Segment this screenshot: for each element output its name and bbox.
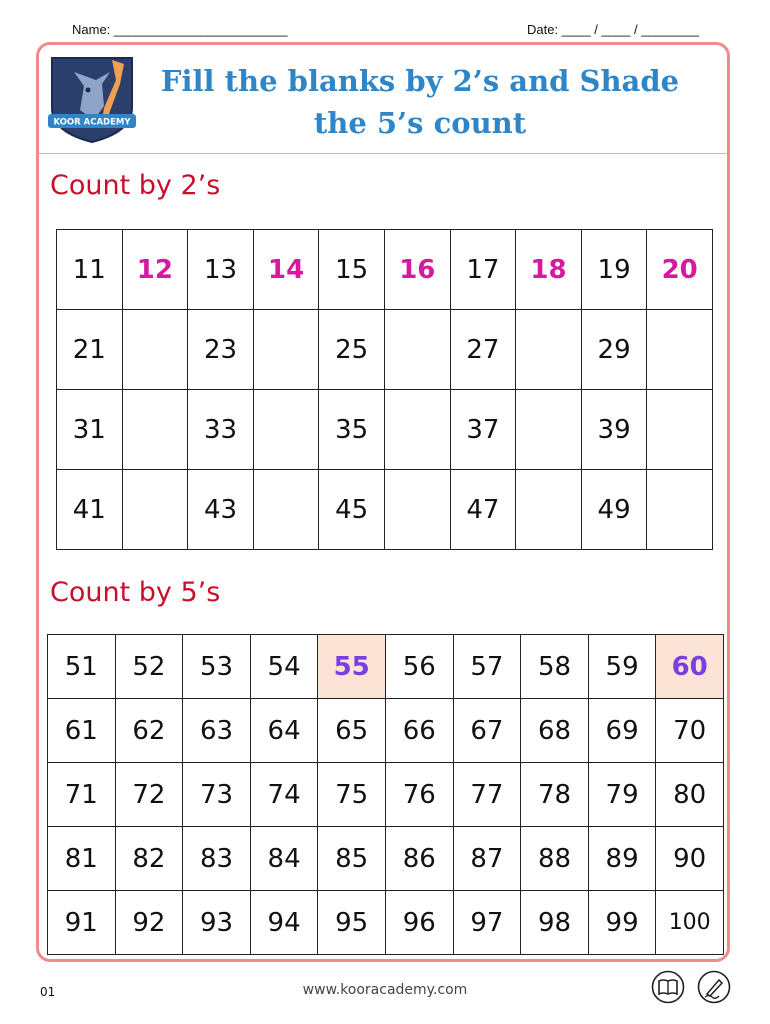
book-icon: [651, 970, 685, 1004]
count-by-5-cell: 64: [251, 699, 319, 763]
count-by-5-cell: 73: [183, 763, 251, 827]
koor-academy-logo-icon: [44, 50, 140, 146]
count-by-5-cell: 98: [521, 891, 589, 955]
pen-writing-icon: [697, 970, 731, 1004]
count-by-2-cell: 16: [385, 230, 451, 310]
count-by-5-cell: 82: [116, 827, 184, 891]
count-by-2-cell: 49: [582, 470, 648, 550]
title-divider: [39, 153, 727, 154]
count-by-2-cell: 20: [647, 230, 713, 310]
count-by-5-cell: 74: [251, 763, 319, 827]
count-by-5-cell: 90: [656, 827, 724, 891]
count-by-2-cell: 13: [188, 230, 254, 310]
count-by-5-cell: 60: [656, 635, 724, 699]
count-by-5-cell: 91: [48, 891, 116, 955]
count-by-2-cell: 31: [57, 390, 123, 470]
count-by-2-heading: Count by 2’s: [50, 170, 221, 201]
count-by-2-cell: [254, 470, 320, 550]
count-by-5-cell: 55: [318, 635, 386, 699]
count-by-5-cell: 88: [521, 827, 589, 891]
count-by-2-cell: 47: [451, 470, 517, 550]
count-by-5-cell: 80: [656, 763, 724, 827]
count-by-5-cell: 66: [386, 699, 454, 763]
count-by-2-cell: [516, 310, 582, 390]
count-by-5-cell: 70: [656, 699, 724, 763]
name-field-label: Name: ________________________: [72, 22, 288, 37]
count-by-5-cell: 92: [116, 891, 184, 955]
count-by-2-cell: 37: [451, 390, 517, 470]
count-by-2-cell: [516, 470, 582, 550]
count-by-2-cell: 25: [319, 310, 385, 390]
count-by-5-cell: 65: [318, 699, 386, 763]
count-by-2-cell: 19: [582, 230, 648, 310]
count-by-2-cell: [123, 470, 189, 550]
count-by-5-cell: 83: [183, 827, 251, 891]
website-url: www.kooracademy.com: [302, 982, 468, 998]
count-by-2-cell: 12: [123, 230, 189, 310]
count-by-2-cell: 15: [319, 230, 385, 310]
count-by-5-cell: 75: [318, 763, 386, 827]
count-by-2-cell: 18: [516, 230, 582, 310]
count-by-5-cell: 53: [183, 635, 251, 699]
count-by-2-cell: [254, 390, 320, 470]
count-by-5-cell: 99: [589, 891, 657, 955]
count-by-5-cell: 71: [48, 763, 116, 827]
count-by-5-cell: 81: [48, 827, 116, 891]
count-by-2-cell: [647, 470, 713, 550]
count-by-2-cell: 21: [57, 310, 123, 390]
count-by-5-cell: 95: [318, 891, 386, 955]
count-by-2-cell: 45: [319, 470, 385, 550]
count-by-5-cell: 62: [116, 699, 184, 763]
page-number: 01: [40, 985, 56, 999]
count-by-5-cell: 63: [183, 699, 251, 763]
count-by-5-cell: 72: [116, 763, 184, 827]
count-by-2-cell: 43: [188, 470, 254, 550]
count-by-5-cell: 56: [386, 635, 454, 699]
count-by-2-cell: [385, 310, 451, 390]
count-by-5-cell: 61: [48, 699, 116, 763]
count-by-5-cell: 93: [183, 891, 251, 955]
count-by-5-cell: 54: [251, 635, 319, 699]
count-by-2-cell: [385, 390, 451, 470]
count-by-5-cell: 67: [454, 699, 522, 763]
count-by-5-cell: 57: [454, 635, 522, 699]
count-by-5-cell: 58: [521, 635, 589, 699]
count-by-2-cell: [385, 470, 451, 550]
count-by-5-cell: 68: [521, 699, 589, 763]
page-title-line-1: Fill the blanks by 2’s and Shade: [160, 64, 680, 98]
count-by-5-cell: 78: [521, 763, 589, 827]
count-by-2-cell: 23: [188, 310, 254, 390]
count-by-2-cell: 39: [582, 390, 648, 470]
count-by-5-cell: 86: [386, 827, 454, 891]
count-by-2-cell: 41: [57, 470, 123, 550]
count-by-2-cell: 27: [451, 310, 517, 390]
count-by-5-grid: [47, 634, 724, 955]
count-by-5-cell: 96: [386, 891, 454, 955]
count-by-2-cell: [647, 310, 713, 390]
count-by-2-cell: [123, 390, 189, 470]
count-by-2-cell: [647, 390, 713, 470]
count-by-5-cell: 76: [386, 763, 454, 827]
count-by-5-cell: 87: [454, 827, 522, 891]
count-by-5-cell: 89: [589, 827, 657, 891]
count-by-5-cell: 100: [656, 891, 724, 955]
count-by-2-cell: 33: [188, 390, 254, 470]
count-by-2-cell: 17: [451, 230, 517, 310]
count-by-2-cell: 35: [319, 390, 385, 470]
date-field-label: Date: ____ / ____ / ________: [527, 22, 700, 37]
count-by-2-cell: 14: [254, 230, 320, 310]
count-by-2-cell: 11: [57, 230, 123, 310]
count-by-2-grid: [56, 229, 713, 550]
count-by-5-cell: 52: [116, 635, 184, 699]
count-by-5-cell: 94: [251, 891, 319, 955]
page-title-line-2: the 5’s count: [313, 106, 527, 140]
page-title: [160, 60, 680, 144]
count-by-5-cell: 79: [589, 763, 657, 827]
count-by-5-cell: 84: [251, 827, 319, 891]
count-by-2-cell: [516, 390, 582, 470]
count-by-2-cell: [254, 310, 320, 390]
count-by-5-cell: 97: [454, 891, 522, 955]
count-by-5-cell: 69: [589, 699, 657, 763]
count-by-5-heading: Count by 5’s: [50, 577, 221, 608]
logo-text: KOOR ACADEMY: [53, 117, 131, 128]
count-by-5-cell: 85: [318, 827, 386, 891]
count-by-2-cell: [123, 310, 189, 390]
count-by-5-cell: 59: [589, 635, 657, 699]
count-by-5-cell: 77: [454, 763, 522, 827]
count-by-5-cell: 51: [48, 635, 116, 699]
count-by-2-cell: 29: [582, 310, 648, 390]
